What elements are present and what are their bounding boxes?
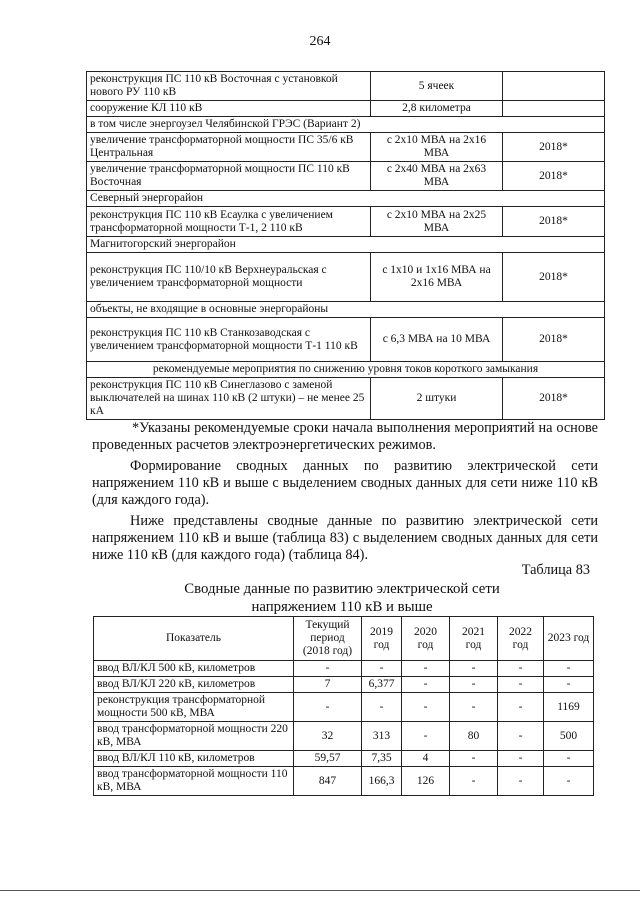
cell-value: 59,57 [294,751,362,767]
cell-value: - [294,693,362,722]
measure-year: 2018* [503,207,605,237]
table-row [94,767,594,796]
section-row [87,362,605,378]
table-label: Таблица 83 [521,562,590,578]
table-row [94,677,594,693]
measure-year: 2018* [503,253,605,302]
intro-paragraph: Ниже представлены сводные данные по развитию электрической сети напряжением 110 кВ и выше (таблица 83) с выделением сводных данных для сети ниже 110 кВ (для каждого года) (таблица 84). [92,513,598,563]
cell-value: - [450,751,498,767]
cell-value: - [402,677,450,693]
cell-value: 847 [294,767,362,796]
measure-year: 2018* [503,162,605,191]
page-number: 264 [309,34,331,49]
page-bottom-rule [0,890,640,891]
cell-value: - [544,661,594,677]
table-row [94,661,594,677]
column-header: 2023 год [544,617,594,661]
measure-year: 2018* [503,318,605,362]
measure-year: 2018* [503,378,605,420]
cell-value: 6,377 [362,677,402,693]
measure-name: реконструкция ПС 110/10 кВ Верхнеуральская с увеличением трансформаторной мощности [87,253,371,302]
row-label: реконструкция трансформаторной мощности 500 кВ, МВА [94,693,294,722]
cell-value: - [450,693,498,722]
table-title-line2: напряжением 110 кВ и выше [251,599,433,615]
row-label: ввод ВЛ/КЛ 110 кВ, километров [94,751,294,767]
measure-name: реконструкция ПС 110 кВ Есаулка с увеличением трансформаторной мощности Т-1, 2 110 кВ [87,207,371,237]
cell-value: - [498,693,544,722]
measure-name: сооружение КЛ 110 кВ [87,101,371,117]
section-row [87,191,605,207]
row-label: ввод трансформаторной мощности 220 кВ, МВА [94,722,294,751]
column-header: 2022 год [498,617,544,661]
cell-value: 80 [450,722,498,751]
cell-value: - [498,751,544,767]
cell-value: - [498,661,544,677]
cell-value: 1169 [544,693,594,722]
cell-value: 4 [402,751,450,767]
cell-value: - [362,693,402,722]
measure-row [87,133,605,162]
cell-value: - [498,722,544,751]
cell-value: 7,35 [362,751,402,767]
summary-table [93,616,594,796]
table-row [94,693,594,722]
measure-quantity: 2,8 километра [371,101,503,117]
measure-name: реконструкция ПС 110 кВ Станкозаводская с увеличением трансформаторной мощности Т-1 110 кВ [87,318,371,362]
measure-row [87,318,605,362]
measure-quantity: с 2x10 МВА на 2x16 МВА [371,133,503,162]
cell-value: 500 [544,722,594,751]
cell-value: - [450,677,498,693]
row-label: ввод ВЛ/КЛ 220 кВ, километров [94,677,294,693]
cell-value: 32 [294,722,362,751]
footnote-paragraph: *Указаны рекомендуемые сроки начала выполнения мероприятий на основе проведенных расчетов электроэнергетических режимов. [92,420,598,453]
measure-quantity: с 6,3 МВА на 10 МВА [371,318,503,362]
row-label: ввод ВЛ/КЛ 500 кВ, километров [94,661,294,677]
measure-quantity: с 1x10 и 1x16 МВА на 2x16 МВА [371,253,503,302]
measure-row [87,101,605,117]
section-heading: в том числе энергоузел Челябинской ГРЭС (Вариант 2) [87,117,605,133]
section-row [87,302,605,318]
measure-year: 2018* [503,133,605,162]
cell-value: - [544,751,594,767]
cell-value: - [544,677,594,693]
column-header: Текущий период (2018 год) [294,617,362,661]
row-label: ввод трансформаторной мощности 110 кВ, МВА [94,767,294,796]
summary-paragraph: Формирование сводных данных по развитию электрической сети напряжением 110 кВ и выше с выделением сводных данных для сети ниже 110 кВ (для каждого года). [92,458,598,508]
measures-table [86,71,605,420]
table-row [94,722,594,751]
section-row [87,117,605,133]
section-heading: Магнитогорский энергорайон [87,237,605,253]
cell-value: - [498,677,544,693]
cell-value: - [294,661,362,677]
measure-name: реконструкция ПС 110 кВ Синеглазово с заменой выключателей на шинах 110 кВ (2 штуки) – не менее 25 кА [87,378,371,420]
measure-quantity: с 2x10 МВА на 2x25 МВА [371,207,503,237]
measure-year [503,72,605,101]
measure-row [87,378,605,420]
measure-quantity: 2 штуки [371,378,503,420]
section-heading: Северный энергорайон [87,191,605,207]
measure-row [87,207,605,237]
cell-value: 313 [362,722,402,751]
column-header: 2021 год [450,617,498,661]
cell-value: 126 [402,767,450,796]
measure-name: увеличение трансформаторной мощности ПС 110 кВ Восточная [87,162,371,191]
cell-value: - [498,767,544,796]
measure-row [87,72,605,101]
measure-quantity: с 2x40 МВА на 2x63 МВА [371,162,503,191]
cell-value: - [362,661,402,677]
section-heading: рекомендуемые мероприятия по снижению уровня токов короткого замыкания [87,362,605,378]
cell-value: 166,3 [362,767,402,796]
cell-value: 7 [294,677,362,693]
section-heading: объекты, не входящие в основные энергорайоны [87,302,605,318]
table-row [94,751,594,767]
cell-value: - [402,661,450,677]
measure-year [503,101,605,117]
column-header: 2019 год [362,617,402,661]
cell-value: - [402,693,450,722]
cell-value: - [450,661,498,677]
column-header: 2020 год [402,617,450,661]
measure-row [87,253,605,302]
cell-value: - [402,722,450,751]
table-title-line1: Сводные данные по развитию электрической сети [184,581,500,597]
section-row [87,237,605,253]
cell-value: - [450,767,498,796]
measure-quantity: 5 ячеек [371,72,503,101]
measure-row [87,162,605,191]
cell-value: - [544,767,594,796]
column-header: Показатель [94,617,294,661]
measure-name: увеличение трансформаторной мощности ПС 35/6 кВ Центральная [87,133,371,162]
measure-name: реконструкция ПС 110 кВ Восточная с установкой нового РУ 110 кВ [87,72,371,101]
